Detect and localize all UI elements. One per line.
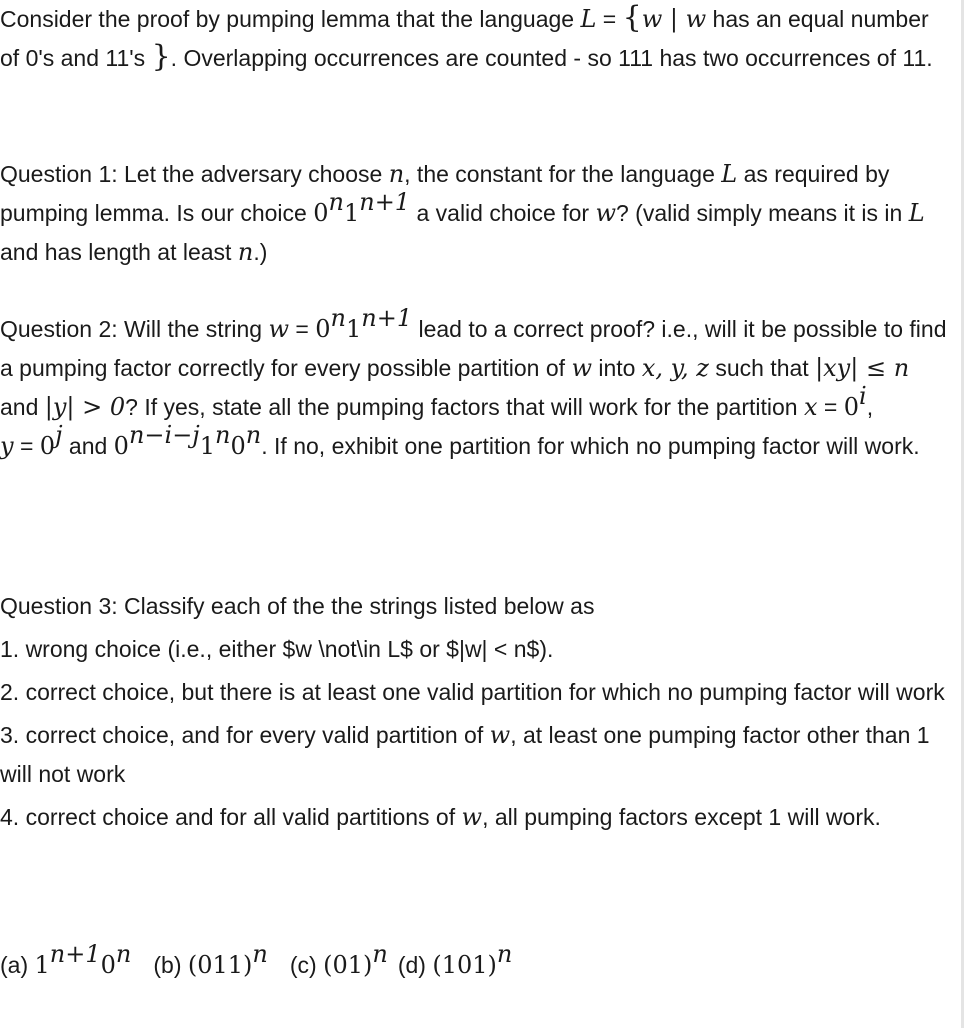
math-zero: 0 (100, 951, 116, 979)
math-zero: 0 (843, 393, 860, 421)
math-one: 1 (34, 951, 50, 979)
math-zero: 0 (113, 432, 129, 460)
q1-text: a valid choice for (410, 200, 596, 226)
intro-text-1: Consider the proof by pumping lemma that the language (0, 6, 581, 32)
math-w: w (268, 315, 289, 343)
math-exponent: i (859, 382, 867, 411)
math-exponent: n (328, 188, 344, 217)
q2-text: lead to a correct proof? i.e., will it be possible to find a pumping factor correctly for every possible partition of (0, 316, 947, 381)
math-L: L (908, 199, 925, 227)
math-one: 1 (199, 432, 216, 460)
intro-paragraph (0, 0, 950, 78)
set-close-brace: } (151, 39, 171, 74)
q2-text: into (591, 355, 642, 381)
math-L: L (580, 5, 597, 33)
math-exponent: n (496, 940, 513, 969)
q1-text: Question 1: Let the adversary choose (0, 161, 389, 187)
q3-option-2-text: 2. correct choice, but there is at least one valid partition for which no pumping factor will work (0, 679, 945, 705)
math-n: n (388, 160, 405, 188)
math-w: w (461, 803, 483, 831)
q3-option-2 (0, 673, 950, 712)
q3-option-3-text: , at least one pumping factor other than 1 will not work (0, 722, 930, 787)
math-condition-y: |y| > 0 (44, 393, 126, 421)
q2-eq: = (289, 316, 316, 342)
q1-text: and has length at least (0, 239, 238, 265)
math-zero: 0 (39, 432, 56, 460)
q3-intro: Question 3: Classify each of the the strings listed below as (0, 593, 595, 619)
string-c-label: (c) (289, 952, 324, 978)
set-open-brace: { (622, 0, 642, 35)
question-1 (0, 155, 950, 272)
intro-text-3: . Overlapping occurrences are counted - so 111 has two occurrences of 11. (170, 45, 933, 71)
q1-text: .) (253, 239, 268, 265)
q2-text: such that (708, 355, 816, 381)
math-one: 1 (343, 199, 360, 227)
math-exponent: n−i−j (128, 421, 200, 450)
math-exponent: j (55, 421, 63, 450)
math-w: w (685, 5, 707, 33)
question-3 (0, 587, 950, 837)
math-exponent: n (245, 421, 262, 450)
string-c (289, 940, 388, 979)
q3-option-1: 1. wrong choice (i.e., either $w \not\in L$ or $|w| < n$). (0, 636, 554, 662)
q2-comma: , (866, 394, 874, 420)
string-d-label: (d) (397, 952, 433, 978)
string-b (153, 940, 268, 979)
q3-option-4-text: , all pumping factors except 1 will work. (482, 804, 881, 830)
q1-text: as required by pumping lemma. Is our choice (0, 161, 890, 226)
string-b-label: (b) (153, 952, 188, 978)
math-w: w (641, 5, 663, 33)
math-expr: (011) (187, 951, 253, 979)
q3-option-3-text: 3. correct choice, and for every valid partition of (0, 722, 490, 748)
math-n: n (237, 238, 254, 266)
math-exponent: n (372, 940, 388, 969)
math-expr: (01) (323, 951, 373, 979)
math-exponent: n+1 (359, 188, 411, 217)
math-L: L (721, 160, 738, 188)
math-y: y (0, 432, 14, 460)
intro-eq: = (596, 6, 623, 32)
q1-text: ? (valid simply means it is in (616, 200, 909, 226)
q2-text: and (62, 433, 114, 459)
q3-option-4 (0, 798, 950, 837)
string-a-label: (a) (0, 952, 35, 978)
math-x: x (803, 393, 818, 421)
math-exponent: n (252, 940, 268, 969)
math-exponent: n+1 (361, 304, 413, 333)
q2-eq: = (13, 433, 40, 459)
math-exponent: n (115, 940, 132, 969)
q2-eq: = (817, 394, 844, 420)
q3-option-3 (0, 716, 950, 794)
math-expr: (101) (432, 951, 497, 979)
math-zero: 0 (313, 199, 329, 227)
string-list (0, 940, 513, 985)
q2-text: Question 2: Will the string (0, 316, 269, 342)
intro-text-2: has an equal number of 0's and 11's (0, 6, 929, 71)
question-2 (0, 304, 950, 466)
math-condition-xy: |xy| ≤ n (815, 354, 910, 382)
math-xyz: x, y, z (641, 354, 709, 382)
math-exponent: n+1 (49, 940, 101, 969)
math-one: 1 (345, 315, 362, 343)
q2-text: ? If yes, state all the pumping factors that will work for the partition (125, 394, 804, 420)
math-w: w (489, 721, 511, 749)
string-d (397, 940, 513, 979)
math-w: w (595, 199, 616, 227)
math-zero: 0 (315, 315, 331, 343)
math-exponent: n (215, 421, 231, 450)
math-exponent: n (330, 304, 346, 333)
q2-text: and (0, 394, 45, 420)
math-bar: | (662, 5, 686, 33)
string-a (0, 940, 132, 979)
math-zero: 0 (230, 432, 246, 460)
math-w: w (571, 354, 592, 382)
q1-text: , the constant for the language (404, 161, 722, 187)
q3-option-4-text: 4. correct choice and for all valid partitions of (0, 804, 462, 830)
q2-text: . If no, exhibit one partition for which no pumping factor will work. (261, 433, 920, 459)
